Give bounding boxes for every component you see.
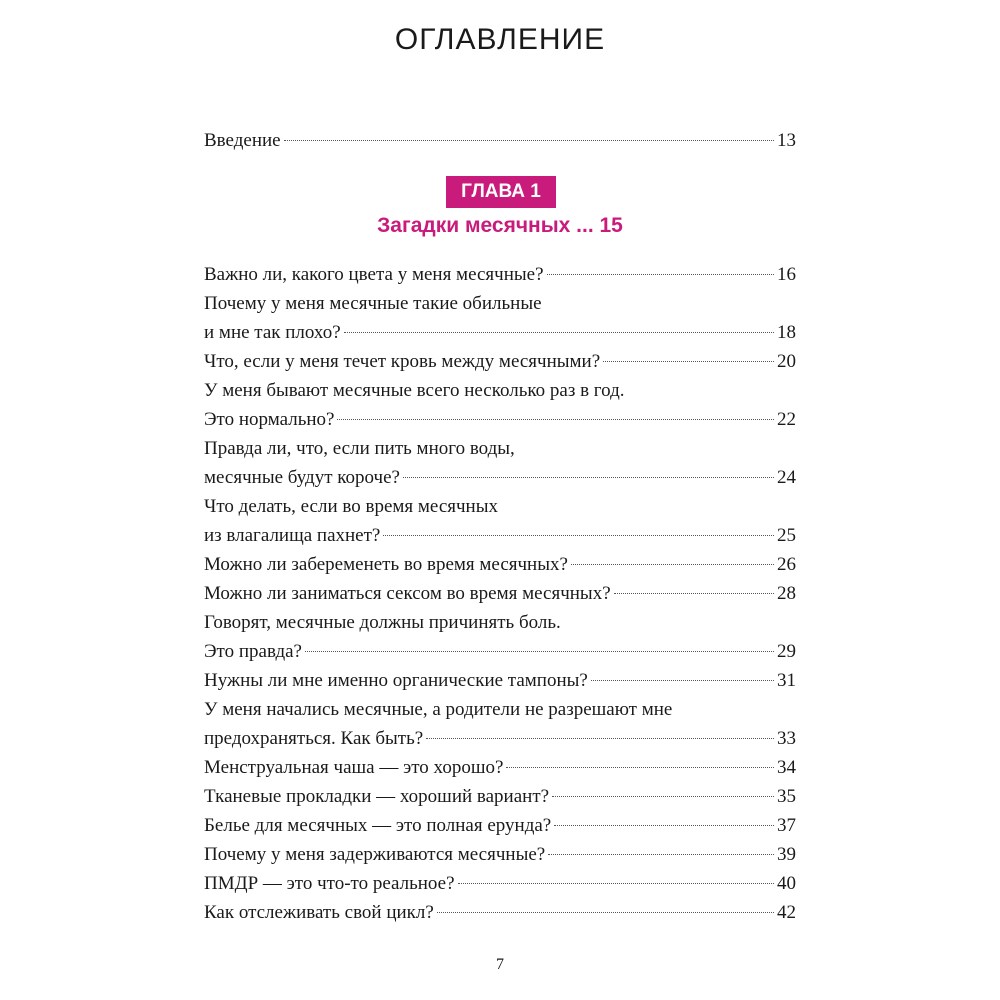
toc-entry[interactable] <box>204 753 796 782</box>
toc-entry[interactable] <box>204 434 796 492</box>
chapter-title[interactable]: Загадки месячных ... 15 <box>377 214 623 237</box>
dot-leader <box>614 593 774 594</box>
toc-entry-page: 13 <box>777 130 796 151</box>
dot-leader <box>337 419 774 420</box>
toc-entry[interactable] <box>204 608 796 666</box>
toc-entry[interactable] <box>204 869 796 898</box>
toc-entry-title: месячные будут короче? <box>204 467 400 488</box>
toc-entry-title-line: У меня начались месячные, а родители не разрешают мне <box>204 699 673 720</box>
toc-entry-title: Белье для месячных — это полная ерунда? <box>204 815 552 836</box>
toc-entry-intro[interactable] <box>204 126 796 155</box>
dot-leader <box>554 825 774 826</box>
toc-entry-title-line: Что делать, если во время месячных <box>204 496 498 517</box>
toc-entry[interactable] <box>204 550 796 579</box>
toc-entry-title-line: Правда ли, что, если пить много воды, <box>204 438 515 459</box>
toc-entry-title: Тканевые прокладки — хороший вариант? <box>204 786 550 807</box>
toc-entry-title-line: У меня бывают месячные всего несколько раз в год. <box>204 380 625 401</box>
toc-entry-title: и мне так плохо? <box>204 322 341 343</box>
dot-leader <box>603 361 774 362</box>
toc-entry-title: ПМДР — это что-то реальное? <box>204 873 455 894</box>
dot-leader <box>571 564 774 565</box>
dot-leader <box>344 332 774 333</box>
toc-entry[interactable] <box>204 260 796 289</box>
dot-leader <box>426 738 774 739</box>
toc-entry-page: 40 <box>777 873 796 894</box>
dot-leader <box>305 651 774 652</box>
dot-leader <box>547 274 774 275</box>
toc-entry-title: Это нормально? <box>204 409 335 430</box>
toc-entry-title: Это правда? <box>204 641 302 662</box>
toc-entry[interactable] <box>204 811 796 840</box>
toc-entry-title: Как отслеживать свой цикл? <box>204 902 434 923</box>
dot-leader <box>403 477 774 478</box>
toc-entry-page: 16 <box>777 264 796 285</box>
toc-entry-title: Введение <box>204 130 281 151</box>
toc-entry-page: 42 <box>777 902 796 923</box>
toc-entry[interactable] <box>204 898 796 927</box>
toc-entry[interactable] <box>204 289 796 347</box>
toc-entry-page: 34 <box>777 757 796 778</box>
toc-entry-title: Почему у меня задерживаются месячные? <box>204 844 546 865</box>
toc-entry-page: 18 <box>777 322 796 343</box>
dot-leader <box>552 796 774 797</box>
toc-entry-title: Что, если у меня течет кровь между месячными? <box>204 351 601 372</box>
toc-entry-page: 28 <box>777 583 796 604</box>
toc-entry[interactable] <box>204 579 796 608</box>
dot-leader <box>458 883 774 884</box>
toc-entry-title: Можно ли забеременеть во время месячных? <box>204 554 568 575</box>
toc-entry-title: предохраняться. Как быть? <box>204 728 424 749</box>
toc-entry-page: 33 <box>777 728 796 749</box>
toc-entry-page: 37 <box>777 815 796 836</box>
toc-entry-page: 31 <box>777 670 796 691</box>
toc-entry-page: 25 <box>777 525 796 546</box>
toc-entry-page: 20 <box>777 351 796 372</box>
toc-entry-title-line: Говорят, месячные должны причинять боль. <box>204 612 561 633</box>
dot-leader <box>591 680 774 681</box>
toc-entry-page: 26 <box>777 554 796 575</box>
dot-leader <box>506 767 774 768</box>
toc-entry-page: 35 <box>777 786 796 807</box>
toc-entry[interactable] <box>204 347 796 376</box>
toc-entry-page: 29 <box>777 641 796 662</box>
toc-entry-title: Нужны ли мне именно органические тампоны? <box>204 670 588 691</box>
toc-entry[interactable] <box>204 666 796 695</box>
toc-entry-title: Менструальная чаша — это хорошо? <box>204 757 504 778</box>
toc-entry-page: 24 <box>777 467 796 488</box>
toc-entry-title: Важно ли, какого цвета у меня месячные? <box>204 264 544 285</box>
dot-leader <box>383 535 774 536</box>
toc-entry-title: Можно ли заниматься сексом во время месячных? <box>204 583 611 604</box>
toc-entry-title: из влагалища пахнет? <box>204 525 381 546</box>
page-number: 7 <box>496 956 504 973</box>
toc-entry[interactable] <box>204 492 796 550</box>
chapter-badge: ГЛАВА 1 <box>446 176 556 208</box>
toc-entry[interactable] <box>204 695 796 753</box>
toc-entry-page: 39 <box>777 844 796 865</box>
toc-entry[interactable] <box>204 840 796 869</box>
toc-entry[interactable] <box>204 376 796 434</box>
dot-leader <box>548 854 774 855</box>
page-title: ОГЛАВЛЕНИЕ <box>394 23 606 56</box>
dot-leader <box>437 912 774 913</box>
toc-entry-title-line: Почему у меня месячные такие обильные <box>204 293 542 314</box>
toc-entry[interactable] <box>204 782 796 811</box>
toc-entry-page: 22 <box>777 409 796 430</box>
dot-leader <box>284 140 774 141</box>
